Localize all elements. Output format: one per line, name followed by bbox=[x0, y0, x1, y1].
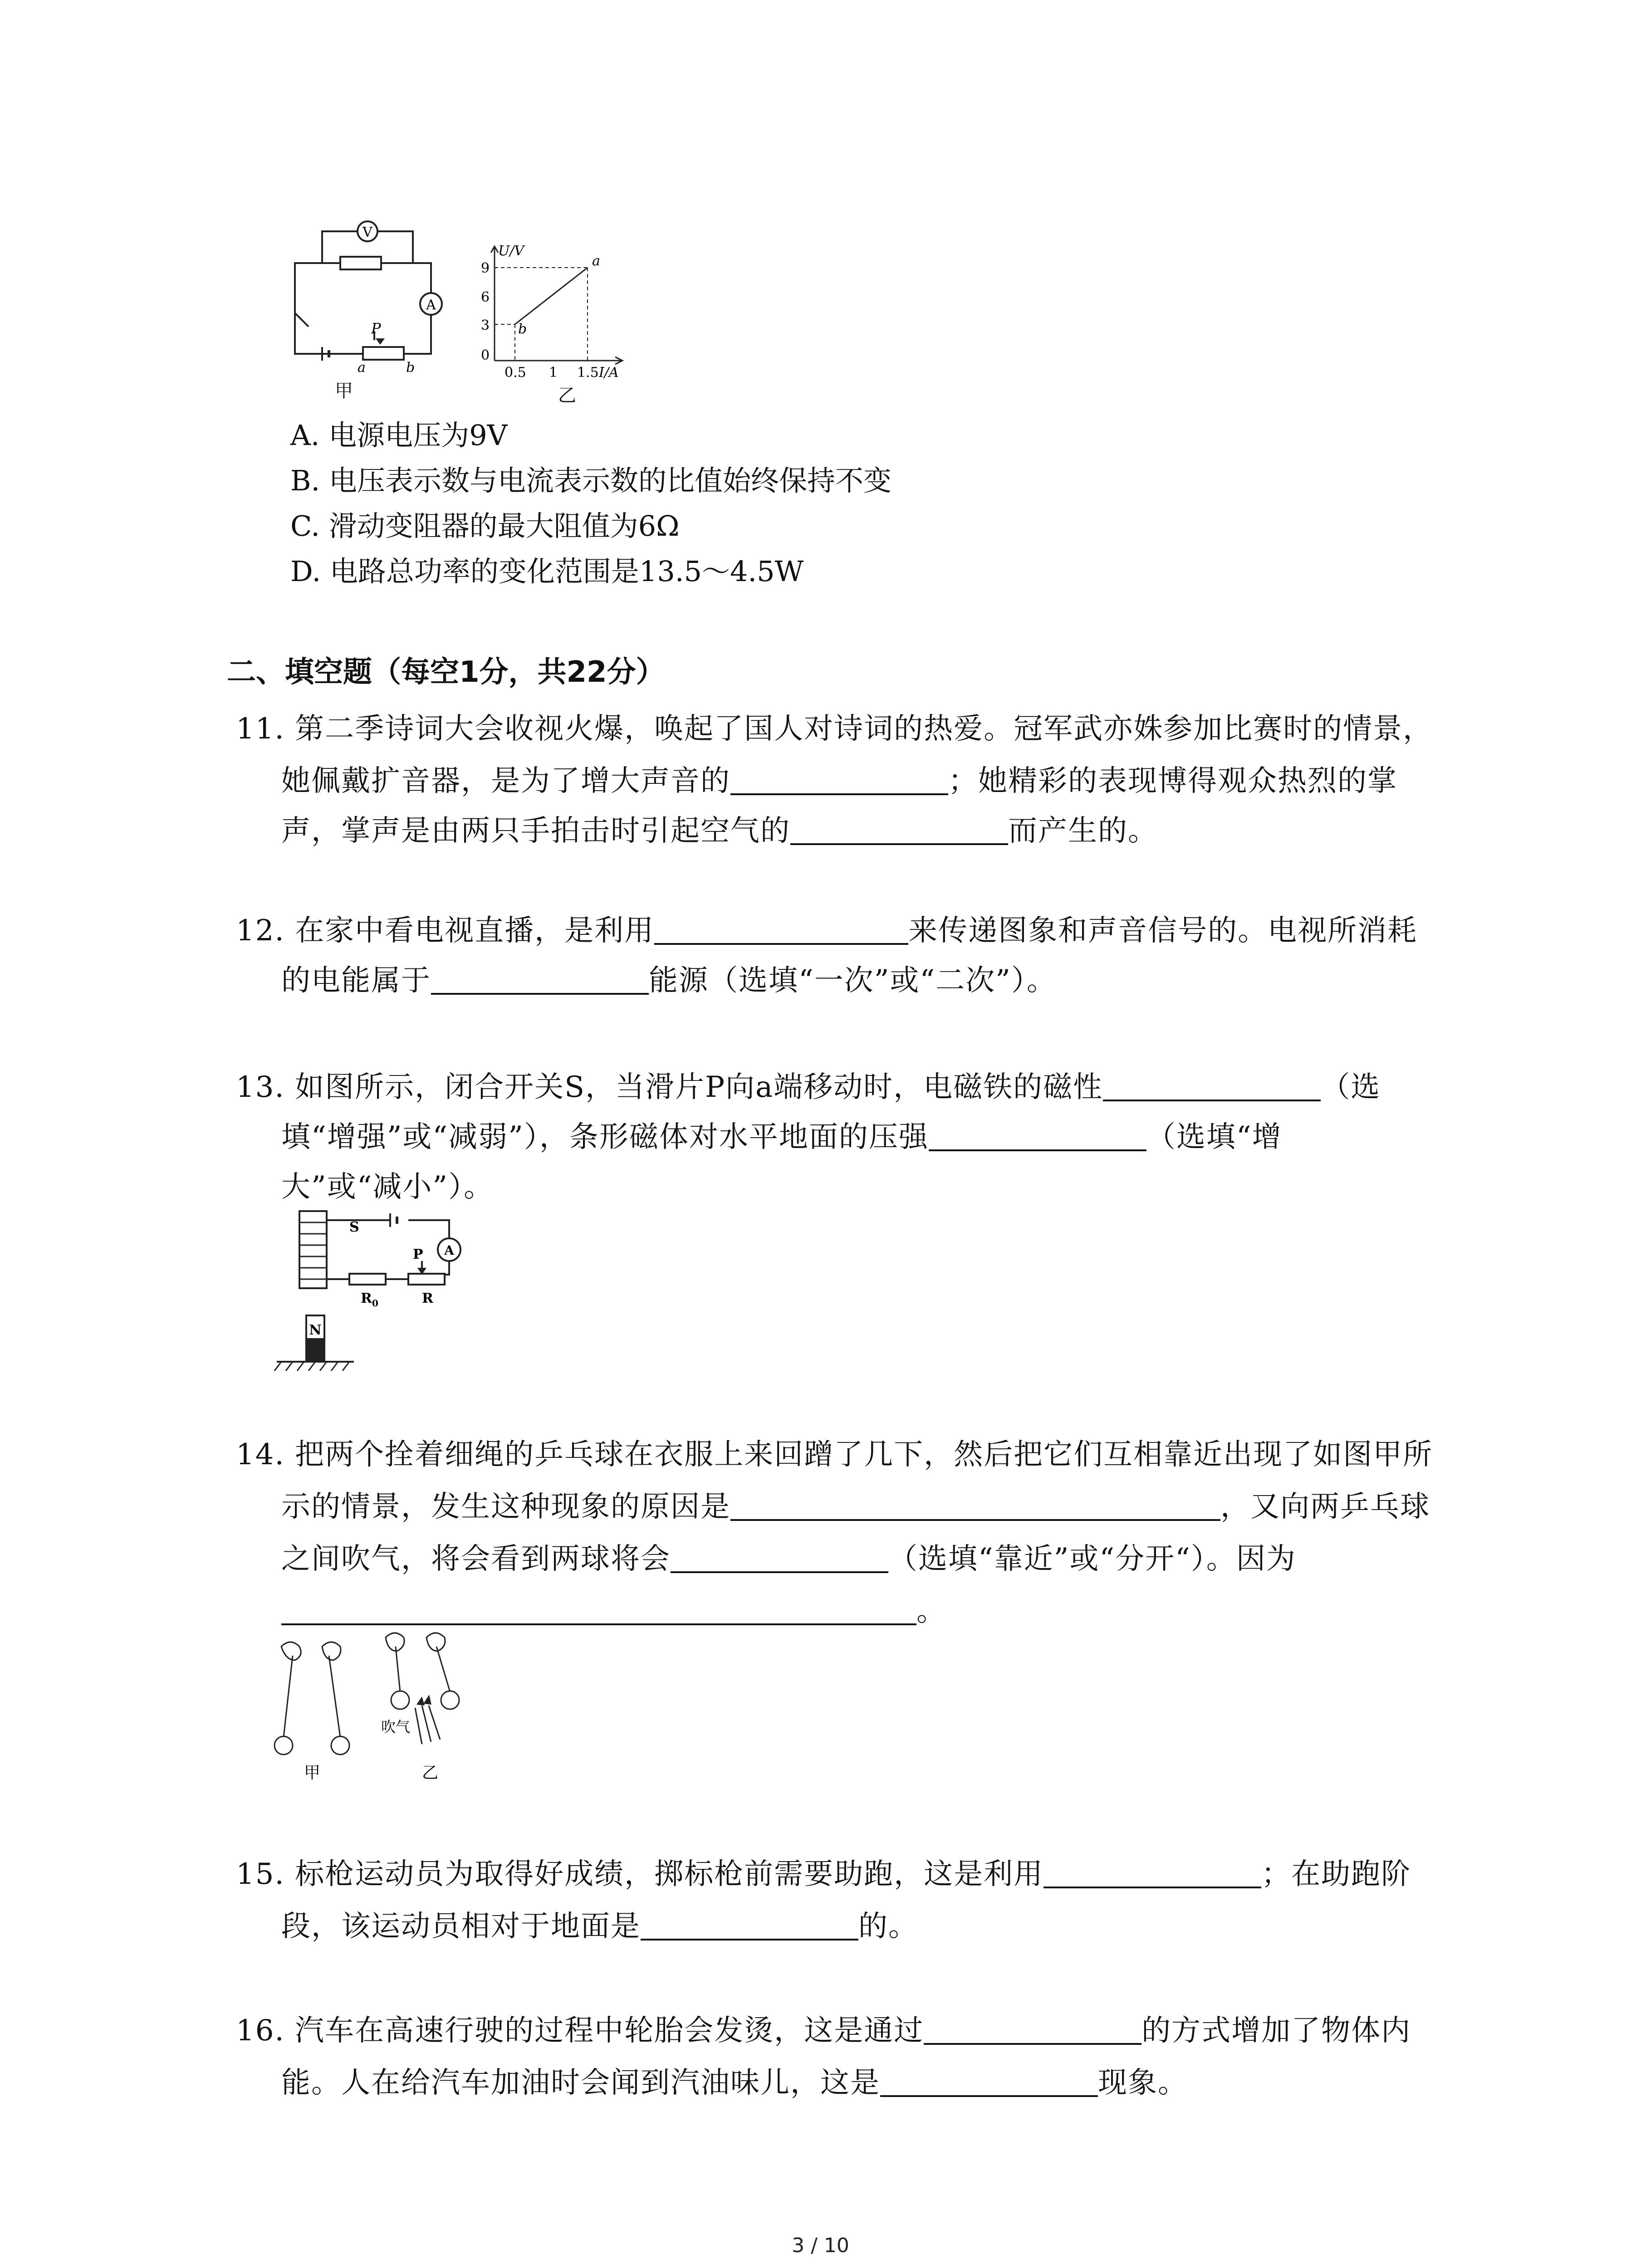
q10-option-c: C. 滑动变阻器的最大阻值为6Ω bbox=[290, 509, 680, 543]
q13-magnet-n-label: N bbox=[309, 1322, 322, 1338]
q14-line2-text-b: ，又向两乒乓球 bbox=[1220, 1490, 1430, 1524]
q13-slider-label: P bbox=[413, 1246, 423, 1262]
x-tick-1.5: 1.5 bbox=[577, 365, 599, 379]
q13-r0-label bbox=[361, 1290, 378, 1309]
q14-line2-text-a: 示的情景，发生这种现象的原因是 bbox=[281, 1490, 730, 1524]
q11-blank-2[interactable] bbox=[790, 816, 1008, 845]
q15-line1 bbox=[236, 1851, 1411, 1892]
q15-blank-1[interactable] bbox=[1043, 1859, 1261, 1888]
q11-line3-text-b: 而产生的。 bbox=[1008, 814, 1158, 848]
q13-ammeter-label: A bbox=[444, 1243, 454, 1258]
q10-option-a: A. 电源电压为9V bbox=[290, 419, 508, 452]
q15-line1-text-a: 15. 标枪运动员为取得好成绩，掷标枪前需要助跑，这是利用 bbox=[236, 1857, 1044, 1891]
q16-line2-text-b: 现象。 bbox=[1098, 2066, 1188, 2100]
q16-line1 bbox=[236, 2007, 1411, 2049]
q14-line4 bbox=[281, 1588, 946, 1629]
y-tick-6: 6 bbox=[481, 289, 490, 305]
q13-line1 bbox=[236, 1064, 1381, 1105]
end-a-label: a bbox=[358, 360, 366, 372]
q11-line3 bbox=[281, 807, 1158, 849]
q16-line2-text-a: 能。人在给汽车加油时会闻到汽油味儿，这是 bbox=[281, 2066, 880, 2100]
q11-line1: 11. 第二季诗词大会收视火爆，唤起了国人对诗词的热爱。冠军武亦姝参加比赛时的情景， bbox=[236, 712, 1433, 746]
circuit-diagram-jia bbox=[281, 218, 472, 372]
y-tick-9: 9 bbox=[481, 260, 490, 276]
q15-line1-text-b: ；在助跑阶 bbox=[1261, 1857, 1411, 1891]
q12-line1-text-a: 12. 在家中看电视直播，是利用 bbox=[236, 914, 655, 948]
q13-line2 bbox=[281, 1114, 1282, 1155]
x-tick-1: 1 bbox=[549, 365, 558, 379]
q15-blank-2[interactable] bbox=[641, 1911, 858, 1941]
y-axis-label: U/V bbox=[498, 243, 524, 259]
u-i-graph-yi bbox=[476, 243, 631, 379]
ammeter-label: A bbox=[426, 297, 436, 313]
q16-line1-text-a: 16. 汽车在高速行驶的过程中轮胎会发烫，这是通过 bbox=[236, 2014, 924, 2048]
q13-r0-letter: R bbox=[361, 1290, 372, 1306]
q15-line2-text-a: 段，该运动员相对于地面是 bbox=[281, 1910, 641, 1943]
q11-line2 bbox=[281, 758, 1397, 799]
q14-line1: 14. 把两个拴着细绳的乒乓球在衣服上来回蹭了几下，然后把它们互相靠近出现了如图甲所 bbox=[236, 1438, 1433, 1471]
q16-blank-1[interactable] bbox=[924, 2016, 1141, 2045]
q14-line2 bbox=[281, 1483, 1430, 1525]
q12-blank-2[interactable] bbox=[431, 966, 649, 995]
q14-line3-text-b: （选填“靠近”或“分开“）。因为 bbox=[888, 1542, 1296, 1576]
q14-blank-2[interactable] bbox=[671, 1544, 888, 1573]
ping-pong-balls-figure bbox=[272, 1628, 490, 1783]
q10-option-b: B. 电压表示数与电流表示数的比值始终保持不变 bbox=[290, 464, 892, 497]
q13-blank-1[interactable] bbox=[1103, 1072, 1321, 1101]
electromagnet-circuit-figure bbox=[272, 1202, 485, 1374]
q16-line1-text-b: 的方式增加了物体内 bbox=[1141, 2014, 1411, 2048]
q13-r-label: R bbox=[422, 1290, 433, 1306]
end-b-label: b bbox=[406, 360, 415, 372]
q15-line2 bbox=[281, 1903, 918, 1945]
q14-yi-label: 乙 bbox=[422, 1764, 439, 1782]
q11-line3-text-a: 声，掌声是由两只手拍击时引起空气的 bbox=[281, 814, 790, 848]
x-tick-0.5: 0.5 bbox=[505, 365, 526, 379]
q15-line2-text-b: 的。 bbox=[858, 1910, 918, 1943]
q14-line3-text-a: 之间吹气，将会看到两球将会 bbox=[281, 1542, 671, 1576]
q13-line3: 大”或“减小”）。 bbox=[281, 1170, 494, 1204]
y-tick-3: 3 bbox=[481, 318, 490, 333]
q13-switch-label: S bbox=[349, 1219, 359, 1235]
q12-line1-text-b: 来传递图象和声音信号的。电视所消耗 bbox=[908, 914, 1418, 948]
q13-line2-text-b: （选填“增 bbox=[1146, 1120, 1282, 1154]
q12-blank-1[interactable] bbox=[654, 916, 908, 945]
q16-blank-2[interactable] bbox=[880, 2068, 1098, 2097]
voltmeter-label: V bbox=[362, 225, 372, 240]
q13-line1-text-a: 13. 如图所示，闭合开关S，当滑片P向a端移动时，电磁铁的磁性 bbox=[236, 1070, 1103, 1104]
x-axis-label: I/A bbox=[599, 365, 619, 379]
q14-blank-1[interactable] bbox=[730, 1492, 1220, 1521]
slider-label: P bbox=[371, 320, 381, 337]
q14-jia-label: 甲 bbox=[304, 1764, 321, 1782]
y-tick-0: 0 bbox=[481, 347, 490, 363]
q14-blank-3[interactable] bbox=[281, 1596, 916, 1625]
point-a-label: a bbox=[592, 253, 600, 269]
q12-line1 bbox=[236, 907, 1417, 949]
fig-yi-label: 乙 bbox=[558, 385, 576, 406]
fig-jia-label: 甲 bbox=[335, 381, 353, 401]
q13-line1-text-b: （选 bbox=[1321, 1070, 1381, 1104]
q14-blow-label: 吹气 bbox=[381, 1718, 411, 1735]
q12-line2-text-b: 能源（选填“一次”或“二次”）。 bbox=[649, 964, 1057, 997]
page-number: 3 / 10 bbox=[792, 2234, 849, 2257]
q14-line4-text: 。 bbox=[916, 1594, 946, 1628]
q12-line2 bbox=[281, 957, 1057, 999]
q11-line2-text-a: 她佩戴扩音器，是为了增大声音的 bbox=[281, 764, 730, 798]
point-b-label: b bbox=[518, 321, 527, 337]
q10-option-d: D. 电路总功率的变化范围是13.5～4.5W bbox=[290, 555, 804, 588]
section-title: 二、填空题（每空1分，共22分） bbox=[227, 655, 665, 689]
q13-line2-text-a: 填“增强”或“减弱”），条形磁体对水平地面的压强 bbox=[281, 1120, 929, 1154]
q16-line2 bbox=[281, 2059, 1188, 2101]
q13-r0-subscript: 0 bbox=[372, 1298, 378, 1309]
q14-line3 bbox=[281, 1535, 1296, 1577]
q12-line2-text-a: 的电能属于 bbox=[281, 964, 431, 997]
q11-line2-text-b: ；她精彩的表现博得观众热烈的掌 bbox=[948, 764, 1397, 798]
q13-blank-2[interactable] bbox=[929, 1122, 1146, 1151]
q11-blank-1[interactable] bbox=[730, 766, 948, 795]
